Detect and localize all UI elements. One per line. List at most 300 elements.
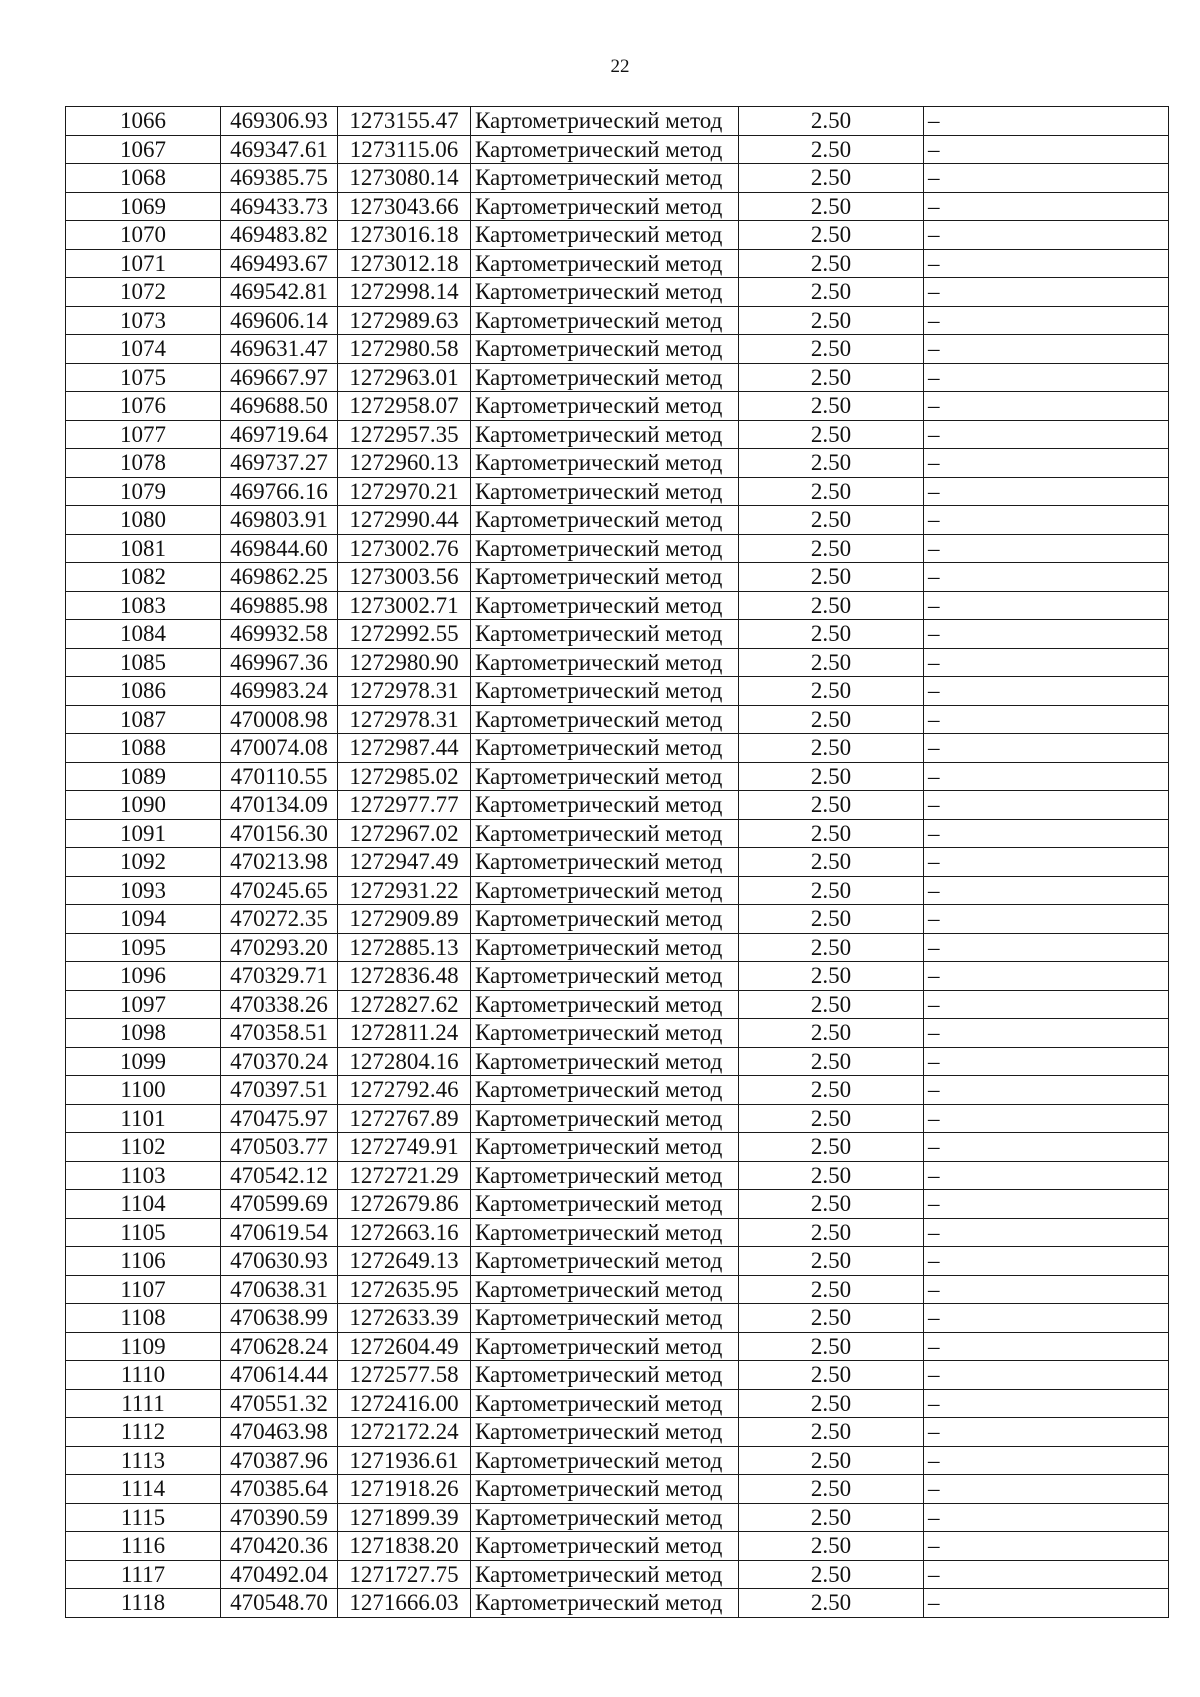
method-cell: Картометрический метод [471, 420, 739, 449]
y-coordinate-cell: 1273002.71 [338, 591, 471, 620]
accuracy-cell: 2.50 [739, 848, 924, 877]
x-coordinate-cell: 470134.09 [221, 791, 338, 820]
table-row [66, 1304, 1169, 1333]
note-cell: – [924, 1446, 1169, 1475]
note-cell: – [924, 791, 1169, 820]
method-cell: Картометрический метод [471, 1275, 739, 1304]
x-coordinate-cell: 470008.98 [221, 705, 338, 734]
note-cell: – [924, 449, 1169, 478]
y-coordinate-cell: 1272604.49 [338, 1332, 471, 1361]
x-coordinate-cell: 470213.98 [221, 848, 338, 877]
accuracy-cell: 2.50 [739, 249, 924, 278]
method-cell: Картометрический метод [471, 392, 739, 421]
point-number-cell: 1114 [66, 1475, 221, 1504]
note-cell: – [924, 1475, 1169, 1504]
note-cell: – [924, 420, 1169, 449]
method-cell: Картометрический метод [471, 1446, 739, 1475]
point-number-cell: 1103 [66, 1161, 221, 1190]
y-coordinate-cell: 1272172.24 [338, 1418, 471, 1447]
method-cell: Картометрический метод [471, 1304, 739, 1333]
table-row [66, 107, 1169, 136]
method-cell: Картометрический метод [471, 1389, 739, 1418]
table-row [66, 1418, 1169, 1447]
table-row [66, 705, 1169, 734]
table-row [66, 335, 1169, 364]
point-number-cell: 1111 [66, 1389, 221, 1418]
note-cell: – [924, 363, 1169, 392]
method-cell: Картометрический метод [471, 791, 739, 820]
x-coordinate-cell: 469932.58 [221, 620, 338, 649]
point-number-cell: 1115 [66, 1503, 221, 1532]
point-number-cell: 1102 [66, 1133, 221, 1162]
table-row [66, 990, 1169, 1019]
x-coordinate-cell: 470614.44 [221, 1361, 338, 1390]
note-cell: – [924, 1104, 1169, 1133]
method-cell: Картометрический метод [471, 192, 739, 221]
accuracy-cell: 2.50 [739, 1446, 924, 1475]
note-cell: – [924, 1247, 1169, 1276]
y-coordinate-cell: 1272989.63 [338, 306, 471, 335]
accuracy-cell: 2.50 [739, 1332, 924, 1361]
accuracy-cell: 2.50 [739, 1218, 924, 1247]
method-cell: Картометрический метод [471, 563, 739, 592]
note-cell: – [924, 1218, 1169, 1247]
note-cell: – [924, 677, 1169, 706]
method-cell: Картометрический метод [471, 107, 739, 136]
accuracy-cell: 2.50 [739, 933, 924, 962]
y-coordinate-cell: 1272811.24 [338, 1019, 471, 1048]
x-coordinate-cell: 470110.55 [221, 762, 338, 791]
accuracy-cell: 2.50 [739, 107, 924, 136]
coordinates-table [65, 106, 1169, 1618]
point-number-cell: 1070 [66, 221, 221, 250]
point-number-cell: 1085 [66, 648, 221, 677]
x-coordinate-cell: 470293.20 [221, 933, 338, 962]
note-cell: – [924, 1532, 1169, 1561]
x-coordinate-cell: 470385.64 [221, 1475, 338, 1504]
y-coordinate-cell: 1272767.89 [338, 1104, 471, 1133]
y-coordinate-cell: 1271727.75 [338, 1560, 471, 1589]
table-row [66, 933, 1169, 962]
x-coordinate-cell: 469719.64 [221, 420, 338, 449]
table-row [66, 791, 1169, 820]
y-coordinate-cell: 1272749.91 [338, 1133, 471, 1162]
table-body [66, 107, 1169, 1618]
x-coordinate-cell: 470420.36 [221, 1532, 338, 1561]
accuracy-cell: 2.50 [739, 734, 924, 763]
point-number-cell: 1105 [66, 1218, 221, 1247]
x-coordinate-cell: 469766.16 [221, 477, 338, 506]
method-cell: Картометрический метод [471, 677, 739, 706]
table-row [66, 1247, 1169, 1276]
y-coordinate-cell: 1272990.44 [338, 506, 471, 535]
point-number-cell: 1087 [66, 705, 221, 734]
accuracy-cell: 2.50 [739, 135, 924, 164]
x-coordinate-cell: 470548.70 [221, 1589, 338, 1618]
note-cell: – [924, 1047, 1169, 1076]
method-cell: Картометрический метод [471, 905, 739, 934]
x-coordinate-cell: 470638.99 [221, 1304, 338, 1333]
y-coordinate-cell: 1272792.46 [338, 1076, 471, 1105]
point-number-cell: 1078 [66, 449, 221, 478]
method-cell: Картометрический метод [471, 1019, 739, 1048]
method-cell: Картометрический метод [471, 648, 739, 677]
note-cell: – [924, 1418, 1169, 1447]
accuracy-cell: 2.50 [739, 762, 924, 791]
point-number-cell: 1099 [66, 1047, 221, 1076]
note-cell: – [924, 306, 1169, 335]
y-coordinate-cell: 1272957.35 [338, 420, 471, 449]
accuracy-cell: 2.50 [739, 620, 924, 649]
accuracy-cell: 2.50 [739, 876, 924, 905]
table-row [66, 249, 1169, 278]
accuracy-cell: 2.50 [739, 1589, 924, 1618]
method-cell: Картометрический метод [471, 1047, 739, 1076]
method-cell: Картометрический метод [471, 1475, 739, 1504]
method-cell: Картометрический метод [471, 591, 739, 620]
note-cell: – [924, 1304, 1169, 1333]
point-number-cell: 1074 [66, 335, 221, 364]
accuracy-cell: 2.50 [739, 990, 924, 1019]
method-cell: Картометрический метод [471, 876, 739, 905]
accuracy-cell: 2.50 [739, 1503, 924, 1532]
note-cell: – [924, 1133, 1169, 1162]
note-cell: – [924, 1503, 1169, 1532]
x-coordinate-cell: 470358.51 [221, 1019, 338, 1048]
y-coordinate-cell: 1272963.01 [338, 363, 471, 392]
note-cell: – [924, 107, 1169, 136]
point-number-cell: 1092 [66, 848, 221, 877]
note-cell: – [924, 278, 1169, 307]
point-number-cell: 1068 [66, 164, 221, 193]
method-cell: Картометрический метод [471, 221, 739, 250]
x-coordinate-cell: 469606.14 [221, 306, 338, 335]
method-cell: Картометрический метод [471, 762, 739, 791]
accuracy-cell: 2.50 [739, 534, 924, 563]
x-coordinate-cell: 469631.47 [221, 335, 338, 364]
y-coordinate-cell: 1273012.18 [338, 249, 471, 278]
table-row [66, 734, 1169, 763]
note-cell: – [924, 392, 1169, 421]
y-coordinate-cell: 1272885.13 [338, 933, 471, 962]
note-cell: – [924, 135, 1169, 164]
point-number-cell: 1067 [66, 135, 221, 164]
note-cell: – [924, 876, 1169, 905]
point-number-cell: 1069 [66, 192, 221, 221]
y-coordinate-cell: 1272980.90 [338, 648, 471, 677]
table-row [66, 591, 1169, 620]
y-coordinate-cell: 1271838.20 [338, 1532, 471, 1561]
accuracy-cell: 2.50 [739, 306, 924, 335]
accuracy-cell: 2.50 [739, 1161, 924, 1190]
accuracy-cell: 2.50 [739, 1247, 924, 1276]
method-cell: Картометрический метод [471, 1503, 739, 1532]
table-row [66, 677, 1169, 706]
table-row [66, 1503, 1169, 1532]
point-number-cell: 1104 [66, 1190, 221, 1219]
x-coordinate-cell: 470551.32 [221, 1389, 338, 1418]
table-row [66, 1218, 1169, 1247]
accuracy-cell: 2.50 [739, 278, 924, 307]
y-coordinate-cell: 1272679.86 [338, 1190, 471, 1219]
table-row [66, 1532, 1169, 1561]
note-cell: – [924, 1560, 1169, 1589]
table-row [66, 449, 1169, 478]
y-coordinate-cell: 1273016.18 [338, 221, 471, 250]
table-row [66, 1019, 1169, 1048]
accuracy-cell: 2.50 [739, 1361, 924, 1390]
x-coordinate-cell: 469737.27 [221, 449, 338, 478]
point-number-cell: 1101 [66, 1104, 221, 1133]
y-coordinate-cell: 1272721.29 [338, 1161, 471, 1190]
method-cell: Картометрический метод [471, 1560, 739, 1589]
accuracy-cell: 2.50 [739, 962, 924, 991]
point-number-cell: 1118 [66, 1589, 221, 1618]
accuracy-cell: 2.50 [739, 1133, 924, 1162]
method-cell: Картометрический метод [471, 363, 739, 392]
table-row [66, 1076, 1169, 1105]
table-row [66, 1161, 1169, 1190]
point-number-cell: 1083 [66, 591, 221, 620]
y-coordinate-cell: 1271936.61 [338, 1446, 471, 1475]
point-number-cell: 1071 [66, 249, 221, 278]
method-cell: Картометрический метод [471, 705, 739, 734]
accuracy-cell: 2.50 [739, 221, 924, 250]
point-number-cell: 1075 [66, 363, 221, 392]
x-coordinate-cell: 470599.69 [221, 1190, 338, 1219]
note-cell: – [924, 591, 1169, 620]
table-row [66, 506, 1169, 535]
x-coordinate-cell: 469493.67 [221, 249, 338, 278]
x-coordinate-cell: 469862.25 [221, 563, 338, 592]
method-cell: Картометрический метод [471, 1218, 739, 1247]
note-cell: – [924, 164, 1169, 193]
y-coordinate-cell: 1271899.39 [338, 1503, 471, 1532]
y-coordinate-cell: 1272577.58 [338, 1361, 471, 1390]
accuracy-cell: 2.50 [739, 1047, 924, 1076]
x-coordinate-cell: 470329.71 [221, 962, 338, 991]
point-number-cell: 1082 [66, 563, 221, 592]
note-cell: – [924, 335, 1169, 364]
note-cell: – [924, 1275, 1169, 1304]
y-coordinate-cell: 1272958.07 [338, 392, 471, 421]
method-cell: Картометрический метод [471, 477, 739, 506]
method-cell: Картометрический метод [471, 135, 739, 164]
point-number-cell: 1077 [66, 420, 221, 449]
table-row [66, 306, 1169, 335]
y-coordinate-cell: 1273115.06 [338, 135, 471, 164]
x-coordinate-cell: 470630.93 [221, 1247, 338, 1276]
accuracy-cell: 2.50 [739, 192, 924, 221]
x-coordinate-cell: 469347.61 [221, 135, 338, 164]
table-row [66, 1275, 1169, 1304]
method-cell: Картометрический метод [471, 1133, 739, 1162]
y-coordinate-cell: 1272978.31 [338, 677, 471, 706]
note-cell: – [924, 819, 1169, 848]
x-coordinate-cell: 470245.65 [221, 876, 338, 905]
x-coordinate-cell: 470397.51 [221, 1076, 338, 1105]
point-number-cell: 1100 [66, 1076, 221, 1105]
point-number-cell: 1094 [66, 905, 221, 934]
method-cell: Картометрический метод [471, 1532, 739, 1561]
note-cell: – [924, 221, 1169, 250]
y-coordinate-cell: 1272978.31 [338, 705, 471, 734]
note-cell: – [924, 962, 1169, 991]
x-coordinate-cell: 470542.12 [221, 1161, 338, 1190]
y-coordinate-cell: 1272909.89 [338, 905, 471, 934]
method-cell: Картометрический метод [471, 1161, 739, 1190]
method-cell: Картометрический метод [471, 819, 739, 848]
method-cell: Картометрический метод [471, 1418, 739, 1447]
x-coordinate-cell: 469667.97 [221, 363, 338, 392]
note-cell: – [924, 1361, 1169, 1390]
x-coordinate-cell: 469542.81 [221, 278, 338, 307]
point-number-cell: 1086 [66, 677, 221, 706]
table-row [66, 392, 1169, 421]
y-coordinate-cell: 1272827.62 [338, 990, 471, 1019]
y-coordinate-cell: 1272663.16 [338, 1218, 471, 1247]
table-row [66, 1560, 1169, 1589]
table-row [66, 876, 1169, 905]
method-cell: Картометрический метод [471, 306, 739, 335]
note-cell: – [924, 848, 1169, 877]
x-coordinate-cell: 469967.36 [221, 648, 338, 677]
point-number-cell: 1110 [66, 1361, 221, 1390]
method-cell: Картометрический метод [471, 1247, 739, 1276]
accuracy-cell: 2.50 [739, 335, 924, 364]
y-coordinate-cell: 1272416.00 [338, 1389, 471, 1418]
y-coordinate-cell: 1273080.14 [338, 164, 471, 193]
method-cell: Картометрический метод [471, 933, 739, 962]
x-coordinate-cell: 470503.77 [221, 1133, 338, 1162]
table-row [66, 1190, 1169, 1219]
note-cell: – [924, 1389, 1169, 1418]
point-number-cell: 1080 [66, 506, 221, 535]
note-cell: – [924, 249, 1169, 278]
x-coordinate-cell: 469885.98 [221, 591, 338, 620]
point-number-cell: 1072 [66, 278, 221, 307]
point-number-cell: 1109 [66, 1332, 221, 1361]
point-number-cell: 1076 [66, 392, 221, 421]
y-coordinate-cell: 1272998.14 [338, 278, 471, 307]
table-row [66, 420, 1169, 449]
x-coordinate-cell: 470156.30 [221, 819, 338, 848]
table-row [66, 221, 1169, 250]
note-cell: – [924, 534, 1169, 563]
method-cell: Картометрический метод [471, 164, 739, 193]
table-row [66, 534, 1169, 563]
point-number-cell: 1113 [66, 1446, 221, 1475]
x-coordinate-cell: 470619.54 [221, 1218, 338, 1247]
table-row [66, 192, 1169, 221]
accuracy-cell: 2.50 [739, 1418, 924, 1447]
y-coordinate-cell: 1272633.39 [338, 1304, 471, 1333]
method-cell: Картометрический метод [471, 1104, 739, 1133]
y-coordinate-cell: 1272836.48 [338, 962, 471, 991]
method-cell: Картометрический метод [471, 620, 739, 649]
x-coordinate-cell: 469803.91 [221, 506, 338, 535]
point-number-cell: 1106 [66, 1247, 221, 1276]
x-coordinate-cell: 470370.24 [221, 1047, 338, 1076]
accuracy-cell: 2.50 [739, 363, 924, 392]
note-cell: – [924, 1161, 1169, 1190]
method-cell: Картометрический метод [471, 1589, 739, 1618]
accuracy-cell: 2.50 [739, 1532, 924, 1561]
note-cell: – [924, 1076, 1169, 1105]
table-row [66, 1104, 1169, 1133]
y-coordinate-cell: 1272649.13 [338, 1247, 471, 1276]
note-cell: – [924, 620, 1169, 649]
method-cell: Картометрический метод [471, 1190, 739, 1219]
table-row [66, 164, 1169, 193]
table-row [66, 1589, 1169, 1618]
y-coordinate-cell: 1273155.47 [338, 107, 471, 136]
point-number-cell: 1084 [66, 620, 221, 649]
table-row [66, 477, 1169, 506]
note-cell: – [924, 933, 1169, 962]
accuracy-cell: 2.50 [739, 1104, 924, 1133]
accuracy-cell: 2.50 [739, 1475, 924, 1504]
accuracy-cell: 2.50 [739, 705, 924, 734]
accuracy-cell: 2.50 [739, 819, 924, 848]
x-coordinate-cell: 469385.75 [221, 164, 338, 193]
note-cell: – [924, 762, 1169, 791]
note-cell: – [924, 1019, 1169, 1048]
method-cell: Картометрический метод [471, 848, 739, 877]
accuracy-cell: 2.50 [739, 1190, 924, 1219]
point-number-cell: 1108 [66, 1304, 221, 1333]
note-cell: – [924, 734, 1169, 763]
table-row [66, 278, 1169, 307]
x-coordinate-cell: 470338.26 [221, 990, 338, 1019]
note-cell: – [924, 1332, 1169, 1361]
y-coordinate-cell: 1271666.03 [338, 1589, 471, 1618]
accuracy-cell: 2.50 [739, 1389, 924, 1418]
accuracy-cell: 2.50 [739, 563, 924, 592]
table-row [66, 905, 1169, 934]
x-coordinate-cell: 470074.08 [221, 734, 338, 763]
point-number-cell: 1091 [66, 819, 221, 848]
table-row [66, 1332, 1169, 1361]
table-row [66, 1047, 1169, 1076]
accuracy-cell: 2.50 [739, 164, 924, 193]
table-row [66, 135, 1169, 164]
y-coordinate-cell: 1273043.66 [338, 192, 471, 221]
accuracy-cell: 2.50 [739, 1560, 924, 1589]
table-row [66, 363, 1169, 392]
y-coordinate-cell: 1272931.22 [338, 876, 471, 905]
point-number-cell: 1088 [66, 734, 221, 763]
x-coordinate-cell: 469483.82 [221, 221, 338, 250]
y-coordinate-cell: 1273002.76 [338, 534, 471, 563]
note-cell: – [924, 905, 1169, 934]
note-cell: – [924, 990, 1169, 1019]
method-cell: Картометрический метод [471, 449, 739, 478]
y-coordinate-cell: 1272992.55 [338, 620, 471, 649]
method-cell: Картометрический метод [471, 1332, 739, 1361]
method-cell: Картометрический метод [471, 1361, 739, 1390]
y-coordinate-cell: 1272804.16 [338, 1047, 471, 1076]
note-cell: – [924, 477, 1169, 506]
point-number-cell: 1096 [66, 962, 221, 991]
point-number-cell: 1093 [66, 876, 221, 905]
point-number-cell: 1073 [66, 306, 221, 335]
method-cell: Картометрический метод [471, 1076, 739, 1105]
point-number-cell: 1116 [66, 1532, 221, 1561]
x-coordinate-cell: 470628.24 [221, 1332, 338, 1361]
y-coordinate-cell: 1273003.56 [338, 563, 471, 592]
x-coordinate-cell: 470390.59 [221, 1503, 338, 1532]
